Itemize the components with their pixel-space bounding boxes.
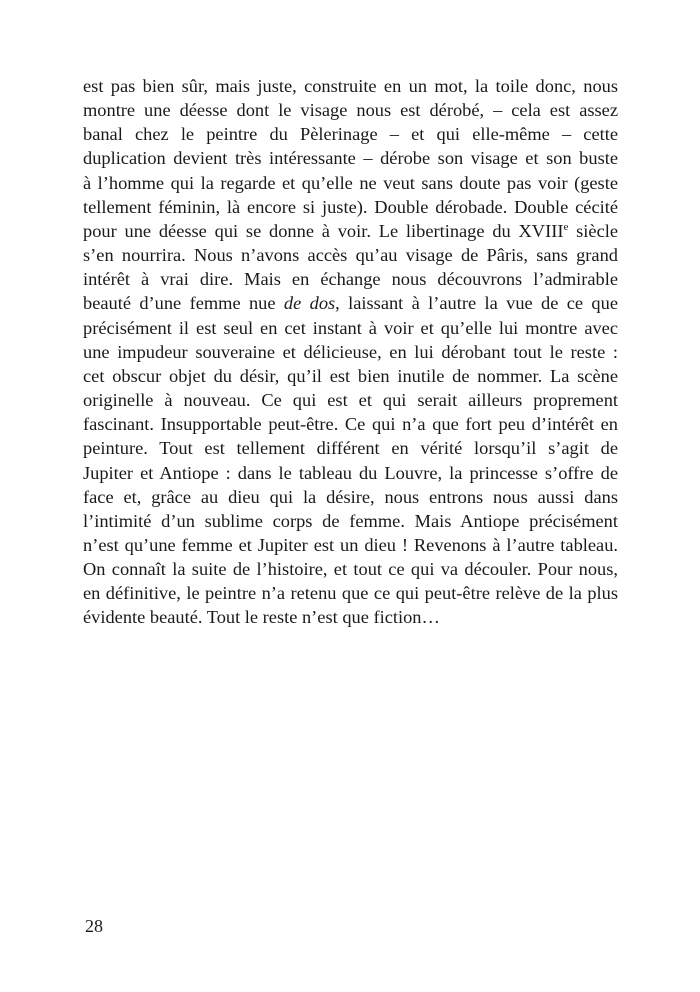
text-line: tellement féminin, là encore si juste). Double dérobade. Double cécité	[83, 196, 618, 217]
text-line	[83, 219, 618, 243]
text-line: intérêt à vrai dire. Mais en échange nous découvrons l’admirable	[83, 269, 618, 290]
text-segment: , laissant à l’autre la vue de ce que	[335, 293, 618, 314]
text-line-last: évidente beauté. Tout le reste n’est que fiction…	[83, 607, 440, 628]
text-line: s’en nourrira. Nous n’avons accès qu’au visage de Pâris, sans grand	[83, 245, 618, 266]
text-line: une impudeur souveraine et délicieuse, en lui dérobant tout le reste :	[83, 341, 618, 362]
text-line: banal chez le peintre du Pèlerinage – et qui elle-même – cette	[83, 124, 618, 145]
text-segment: pour une déesse qui se donne à voir. Le libertinage du XVIII	[83, 220, 564, 241]
text-line: duplication devient très intéressante – dérobe son visage et son buste	[83, 148, 618, 169]
text-line: peinture. Tout est tellement différent en vérité lorsqu’il s’agit de	[83, 438, 618, 459]
text-line	[83, 291, 618, 315]
text-line: en définitive, le peintre n’a retenu que ce qui peut-être relève de la plus	[83, 583, 618, 604]
text-line: fascinant. Insupportable peut-être. Ce qui n’a que fort peu d’intérêt en	[83, 414, 618, 435]
page-number: 28	[85, 916, 103, 936]
text-line: cet obscur objet du désir, qu’il est bien inutile de nommer. La scène	[83, 365, 618, 386]
italic-emphasis: de dos	[283, 293, 336, 314]
superscript: e	[563, 220, 569, 233]
text-line: montre une déesse dont le visage nous est dérobé, – cela est assez	[83, 100, 618, 121]
text-line: n’est qu’une femme et Jupiter est un dieu ! Revenons à l’autre tableau.	[83, 534, 618, 555]
text-line: On connaît la suite de l’histoire, et tout ce qui va découler. Pour nous,	[83, 559, 618, 580]
text-line: l’intimité d’un sublime corps de femme. Mais Antiope précisément	[83, 510, 618, 531]
text-line: est pas bien sûr, mais juste, construite en un mot, la toile donc, nous	[83, 76, 618, 96]
body-text	[83, 74, 618, 630]
text-segment: siècle	[568, 220, 618, 241]
text-line: à l’homme qui la regarde et qu’elle ne veut sans doute pas voir (geste	[83, 172, 618, 193]
text-line: précisément il est seul en cet instant à voir et qu’elle lui montre avec	[83, 317, 618, 338]
text-line: originelle à nouveau. Ce qui est et qui serait ailleurs proprement	[83, 390, 618, 411]
text-line: Jupiter et Antiope : dans le tableau du Louvre, la princesse s’offre de	[83, 462, 618, 483]
text-line: face et, grâce au dieu qui la désire, nous entrons nous aussi dans	[83, 486, 618, 507]
text-segment: beauté d’une femme nue	[83, 293, 284, 314]
